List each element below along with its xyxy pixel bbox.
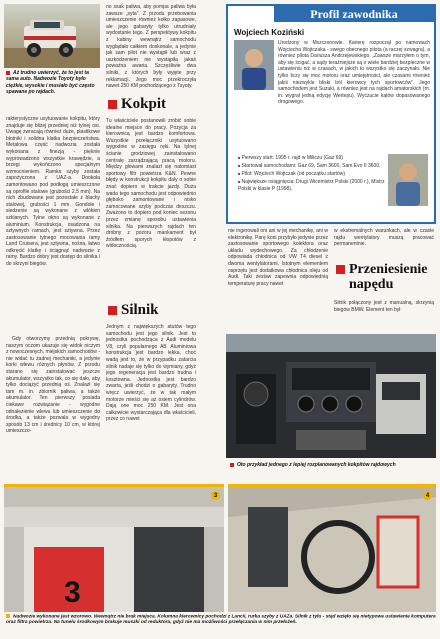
cockpit-illustration — [226, 334, 436, 458]
photo-truck-dirt — [4, 4, 100, 68]
article-col1-text-b: Gdy otworzymy przednią pokrywę, naszym oczom ukazuje się widok niczym z nowoczesnych, miejskich samochodów - nie widać tu żadnej mechaniki, a jedynie korki wlewu różnych płynów. Z przodu starano się zainstalować jeszcze akumulator, wszystko tak, co się dało, aby tylko dociążyć przednią oś. Znalazł się tam m. in. zbiornik paliwa, a także akumulator. Ten pierwszy posiada ciekawe rozwiązanie - wygodne odnalezienie wlewu lub umieszczenie do środka, a także pozwala w wygodny sposób 13 cm i średnicy 10 cm, w której umieszczo- — [6, 336, 100, 435]
portrait-photo — [234, 40, 274, 90]
caption-bottom: Nadwozie wykonane jest wzorowo. Wewnątrz nie brak miejsca. Kolumna kierownicy pochodzi z Lancii, rurka szyby z UAZa. Silnik z tyłu - stąd wzięło się nietypowe ustawienie komputera oraz filtra powietrza. Na tunelu środkowym brakuje muszki od reduktora, gdyż nie ma możliwości przełączania w nim przełożeń. — [6, 614, 436, 626]
portrait-photo-2 — [388, 154, 428, 206]
article-col4-text: w ekstremalnych warunkach, ale w czasie rajdu wentylatory muszą pracować permanentnie. — [334, 228, 434, 248]
profile-banner: Profil zawodnika — [274, 6, 434, 22]
article-col2-text: no ssak paliwa, aby pompa paliwa była zawsze „syta”. Z przodu przebowania umieszczenie również kołko zapasowe, ale jego gabaryty tylko utrudniały wydostanie tego. Z perspektywy kokpitu z kabiny wewnątrz samochodu wyglądało całkiem doskonale, a jedynie jak sam pilot nie wystąpił lub wraz z uszkodzeniem nie wystąpiła jakaś poważna awaria. Szczęśliwie dwa silniki, z których były wyjęte przy reklamacji. Jego moc przekroczyła nawet 250 KM pochodzącego z Toyoty. — [106, 4, 196, 88]
caption-bullet-icon — [230, 463, 234, 467]
photo-number-badge: 3 — [211, 491, 220, 500]
svg-text:3: 3 — [64, 576, 81, 609]
profile-stats — [238, 154, 388, 193]
rear-illustration — [228, 487, 436, 612]
silnik-text: Jednym z największych atutów tego samochodu jest jego silnik. Jest to jednostka pochodząca z Audi modelu V8, czyli popularnego A8. Aluminiowa konstrukcja jest bardzo lekka, choć wadą jest to, że w przypadku zatarcia silnik nadaje się tylko do wymiany, gdyż jego regeneracja jest bardzo trudna i kosztowna. Jednostka jest bardzo zwarta, jeśli chodzi o gabaryty. Trudno wręcz uwierzyć, że w tak małym motorze mieści się aż osiem cylindrów. Dają one moc 250 KM. Jest ona całkowicie wystarczająca dla właścicieli, przez co nawet — [106, 324, 196, 423]
heading-square-icon — [108, 100, 117, 109]
heading-silnik: Silnik — [108, 302, 159, 319]
caption-top-left: Aż trudno uwierzyć, że to jest ta sama auto. Nadwozie Toyoty było ciężkie, wysokie i musiało być często spawane po rajdach. — [6, 70, 95, 96]
profile-bio: Urodzony w Mszczonowie. Karierę rozpoczął po namowach Wojciecha Wojtczaka - swego obecnego pilota (a raczej szwagra), a równiez pilota Dariusza Andrzejewskiego. „Zawsze marzyłem o tym, aby się ścigać, a sądy teraźniejsze są o wiele bardziej bezpieczne w ustawieniu niż w czasach, w jakich to wszystko się zaczynało. Nie tylko liczy się moc motoru oraz umiejętności, ale czasami również jakiś niezwykle bliski ból kierowcy tych sportowców”. Jego samochodem jest Suzuki, a równiez jest na rajdach amatorskich (m. in. wygrał jedną edycję Wertepu). Wyczucie kątów dopasowanego drogowego. — [278, 40, 430, 106]
photo-number-badge: 4 — [423, 491, 432, 500]
truck-illustration — [4, 4, 100, 68]
stat-pilot: ■ Pilot: Wojciech Wojtczak (od początku startów) — [238, 170, 388, 178]
heading-przeniesienie: Przeniesienie napędu — [336, 262, 429, 292]
stat-achievements: ■ Największe osiągnięcia: Drugi Wicemistrz Polski (2000 r.), Mistrz Polski w klasie P (1998). — [238, 178, 388, 193]
stat-cars: ■ Startował samochodami: Gaz 69, Sam 3600, Sam Evo II 3600. — [238, 162, 388, 170]
photo-rear-engine — [228, 484, 436, 612]
portrait-illustration — [234, 40, 274, 90]
interior-illustration — [4, 487, 224, 612]
heading-square-icon — [336, 265, 345, 274]
photo-cockpit — [226, 334, 436, 458]
przeniesienie-text: Silnik połączony jest z manualną, skrzynią biegów BMW. Element ten był — [334, 300, 434, 313]
kokpit-text: Tu właściciele postanowili zrobić sobie idealne miejsce do pracy. Pozycja za kierownicą jest bardzo komfortowa. Wszystkie przełączniki usytuowano wygodnie w zasięgu ręki. Na tylnej ścianie grodziowej zainstalowano centralę zarządzającą pracą motoru. Między głowami znalazł się natomiast sportowy filtr powietrza K&N. Pewne błędy w konstrukcji kokpitu daly o sobie znać dopiero w trakcie jazdy. Duża wada tego samochodu jest odpowiednio głęboko zamontowane i nisko zamocowane szyby podczas deszczu. Zważono to dopiero pod koniec sezonu przez zmianę sposobu ustawienia silnika. Na pierwszych rajdach ten drobny z pozoru mankament był źródłem sporych kłopotów z widocznością. — [106, 118, 196, 250]
caption-bullet-icon — [6, 71, 10, 75]
profile-box — [226, 4, 436, 224]
profile-name: Wojciech Koziński — [234, 28, 305, 37]
heading-square-icon — [108, 306, 117, 315]
heading-kokpit: Kokpit — [108, 96, 166, 113]
caption-bullet-icon — [6, 614, 10, 618]
caption-cockpit: Oto przykład jednego z lepiej rozplanowanych kokpitów rajdowych — [230, 462, 436, 468]
portrait2-illustration — [388, 154, 428, 206]
stat-first-start: ■ Pierwszy start: 1995 r. rajd w Miliczu (Gaz 69) — [238, 154, 388, 162]
photo-body-interior — [4, 484, 224, 612]
article-col3-text: nie ingerowali oni ani w jej mechanikę, ani w elektronikę. Parę koni przybyło jedynie przez zastosowanie sportowego kolektora oraz układu wydechowego. Za chłodzenie odpowiada chłodnica od VW T4 diesel z dwoma wentylatorami. Istotnym elementem osprzętu jest dodatkowa chłodnica oleju od Audi. Taki zestaw zapewnia odpowiednią temperaturę pracy nawet — [228, 228, 328, 287]
article-col1-text: rakterystyczne usytuowanie kokpitu, który znajduje się bliżej przedniej niż tylnej osi. Uwagę zwracają również duże, plastikowe błotniki i solidna klatka bezpieczeństwa. Metalowa część nadwozia została wykonana z finezją - pięknie wyprowadzono wszystkie krawędzie, a brzegi wykończono specjalnym wzmocnieniem. Ramka szyby została zapożyczona z UAZ-a. Dookoła zamontowano pod podłogą umieszczone są oprofile stalowe (grubości 2,5 mm). Na nich zbudowane jest pozostałe z blachy stalowej, grubości 1 mm. Gondole i siedzenie są wykonane z włókien szklanych. Tylne okno są wykonane z aluminium. Konstrukcja, osadzona na sztywnych ramach, jest sztywna. Przez zastosowanie tylnego mocowania ramy Land Cruiserа, jest sztywna, nośna, łatwo odkręcić klatkę i ściągnąć nadwozie z ramy. Bardzo dobry jest dostęp do silnika i do skrzyni biegów. — [6, 116, 100, 268]
